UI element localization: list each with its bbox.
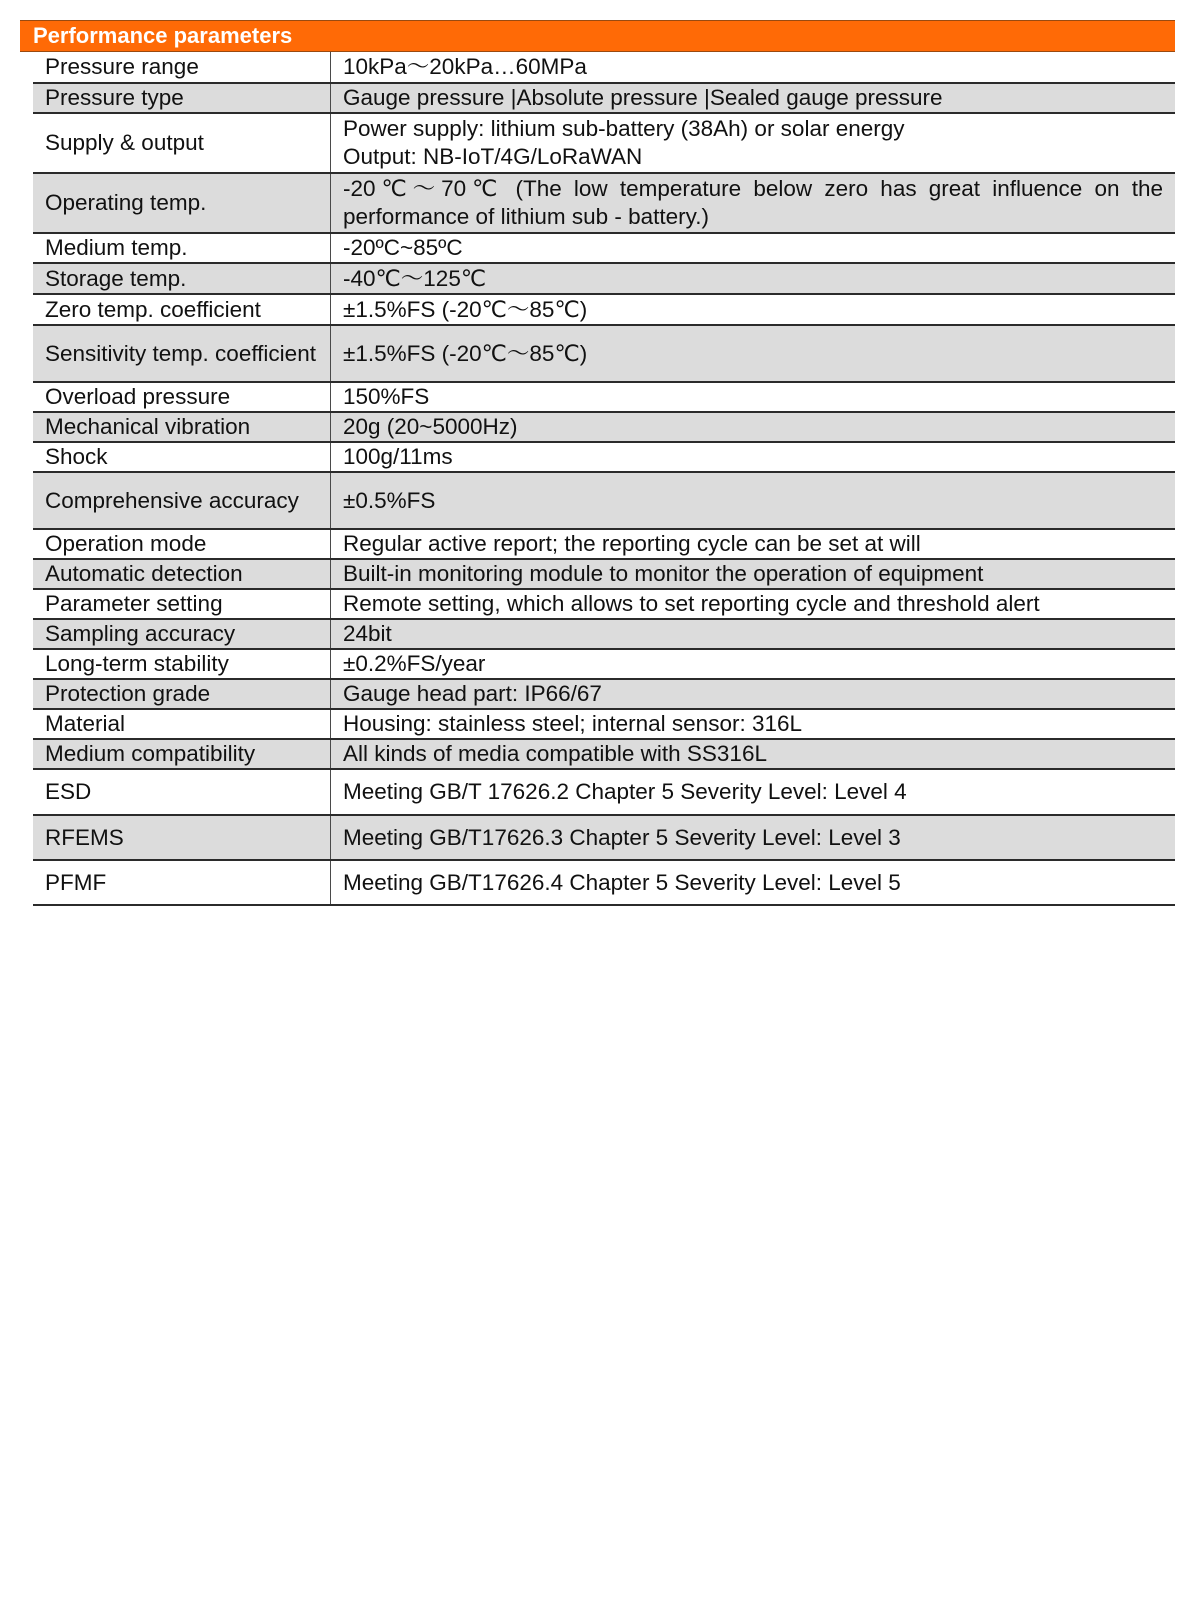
parameter-value-line: Remote setting, which allows to set reporting cycle and threshold alert: [343, 591, 1040, 616]
parameter-value-line: -40℃～125℃: [343, 265, 487, 291]
parameter-value: [331, 860, 1176, 905]
parameter-value-line: Gauge head part: IP66/67: [343, 681, 602, 706]
parameter-value-line: 100g/11ms: [343, 444, 453, 469]
parameter-value-line: ±0.2%FS/year: [343, 651, 486, 676]
table-row: [33, 83, 1175, 113]
parameter-label: RFEMS: [33, 815, 331, 860]
parameter-label: Zero temp. coefficient: [33, 294, 331, 325]
parameter-value-line: 24bit: [343, 621, 392, 646]
parameter-value: [331, 815, 1176, 860]
table-row: [33, 709, 1175, 739]
table-row: [33, 233, 1175, 263]
table-row: [33, 382, 1175, 412]
parameter-value: [331, 769, 1176, 815]
parameter-value: [331, 649, 1176, 679]
parameter-value: [331, 113, 1176, 173]
parameter-label: Medium compatibility: [33, 739, 331, 769]
parameter-value: [331, 709, 1176, 739]
table-row: [33, 739, 1175, 769]
parameter-label: Pressure type: [33, 83, 331, 113]
table-row: [33, 263, 1175, 294]
parameter-value: [331, 589, 1176, 619]
parameter-value-line: ±0.5%FS: [343, 487, 436, 513]
parameter-label: Overload pressure: [33, 382, 331, 412]
table-row: [33, 442, 1175, 472]
section-title: Performance parameters: [20, 20, 1175, 52]
parameter-value: [331, 442, 1176, 472]
parameter-value: [331, 382, 1176, 412]
parameter-value: [331, 412, 1176, 442]
parameter-label: Sampling accuracy: [33, 619, 331, 649]
parameter-label: Operation mode: [33, 529, 331, 559]
table-row: [33, 113, 1175, 173]
parameter-label: Operating temp.: [33, 173, 331, 233]
parameter-value: [331, 294, 1176, 325]
table-body: [33, 52, 1175, 905]
table-row: [33, 769, 1175, 815]
table-row: [33, 529, 1175, 559]
parameter-label: Material: [33, 709, 331, 739]
table-row: [33, 815, 1175, 860]
parameter-value: [331, 83, 1176, 113]
parameter-value: [331, 263, 1176, 294]
table-row: [33, 52, 1175, 83]
parameter-value: [331, 529, 1176, 559]
parameter-label: Medium temp.: [33, 233, 331, 263]
parameter-value: [331, 173, 1176, 233]
parameter-value-line: -20℃～70℃ (The low temperature below zero has great influence on the performance of lithium sub - battery.): [343, 176, 1163, 229]
parameter-value-line: ±1.5%FS (-20℃～85℃): [343, 340, 588, 366]
table-row: [33, 472, 1175, 529]
parameter-value-line: Gauge pressure |Absolute pressure |Sealed gauge pressure: [343, 85, 943, 110]
parameter-value: [331, 559, 1176, 589]
parameter-label: ESD: [33, 769, 331, 815]
parameter-value-line: Power supply: lithium sub-battery (38Ah) or solar energy: [343, 116, 905, 141]
parameter-value-line: 20g (20~5000Hz): [343, 414, 518, 439]
parameter-label: Shock: [33, 442, 331, 472]
parameter-label: Sensitivity temp. coefficient: [33, 325, 331, 382]
parameter-value: [331, 619, 1176, 649]
parameter-value-line: All kinds of media compatible with SS316L: [343, 741, 767, 766]
parameter-value-line: Regular active report; the reporting cycle can be set at will: [343, 531, 921, 556]
parameter-label: Parameter setting: [33, 589, 331, 619]
table-row: [33, 173, 1175, 233]
table-row: [33, 619, 1175, 649]
parameter-value-line: Built-in monitoring module to monitor the operation of equipment: [343, 561, 984, 586]
parameter-value-line: 150%FS: [343, 384, 430, 409]
table-row: [33, 325, 1175, 382]
parameter-value-line: Meeting GB/T 17626.2 Chapter 5 Severity Level: Level 4: [343, 779, 907, 804]
parameter-label: Mechanical vibration: [33, 412, 331, 442]
parameter-value: [331, 52, 1176, 83]
spec-sheet: [20, 20, 1175, 906]
parameter-label: Automatic detection: [33, 559, 331, 589]
table-row: [33, 294, 1175, 325]
parameter-label: Supply & output: [33, 113, 331, 173]
parameter-value: [331, 679, 1176, 709]
parameter-value: [331, 325, 1176, 382]
table-row: [33, 679, 1175, 709]
parameter-value: [331, 472, 1176, 529]
parameter-value: [331, 233, 1176, 263]
table-row: [33, 589, 1175, 619]
parameter-label: Storage temp.: [33, 263, 331, 294]
parameter-value: [331, 739, 1176, 769]
parameter-label: Pressure range: [33, 52, 331, 83]
parameter-value-line: Meeting GB/T17626.4 Chapter 5 Severity Level: Level 5: [343, 869, 901, 895]
parameter-value-line: Meeting GB/T17626.3 Chapter 5 Severity Level: Level 3: [343, 824, 901, 850]
parameter-value-line: Housing: stainless steel; internal sensor: 316L: [343, 711, 803, 736]
parameter-label: Comprehensive accuracy: [33, 472, 331, 529]
parameter-label: PFMF: [33, 860, 331, 905]
parameter-value-line: -20ºC~85ºC: [343, 235, 463, 260]
parameter-value-line: ±1.5%FS (-20℃～85℃): [343, 296, 588, 322]
parameter-value-line: 10kPa～20kPa…60MPa: [343, 54, 587, 79]
parameter-label: Long-term stability: [33, 649, 331, 679]
table-row: [33, 412, 1175, 442]
parameter-value-line: Output: NB-IoT/4G/LoRaWAN: [343, 144, 643, 169]
parameter-label: Protection grade: [33, 679, 331, 709]
table-row: [33, 559, 1175, 589]
performance-parameters-table: [33, 52, 1175, 906]
table-row: [33, 649, 1175, 679]
table-row: [33, 860, 1175, 905]
